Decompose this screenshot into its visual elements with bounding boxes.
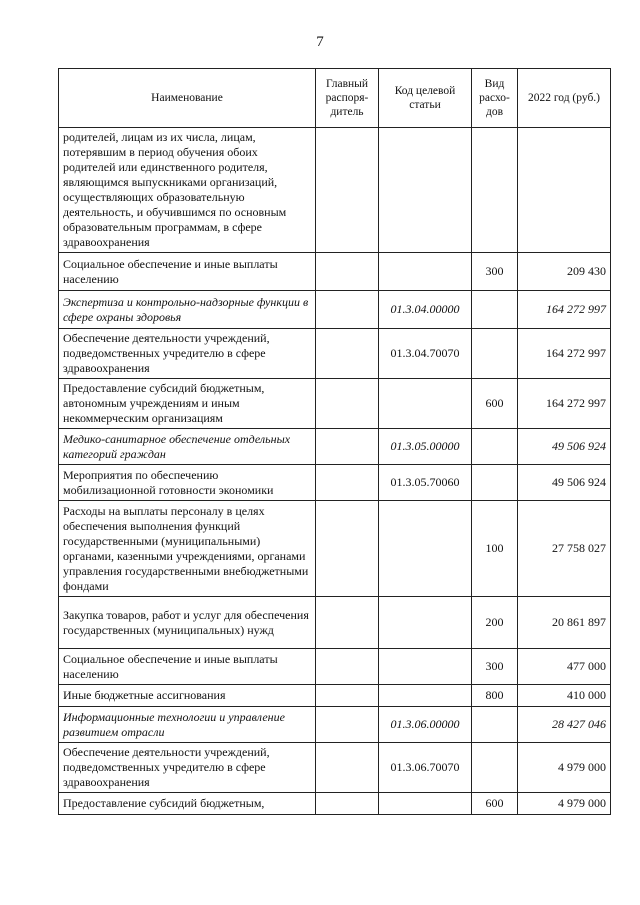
header-glavny: Главный распоря-дитель — [316, 69, 379, 128]
row-glavny-cell — [316, 685, 379, 707]
row-name-cell: Медико-санитарное обеспечение отдельных категорий граждан — [59, 429, 316, 465]
row-sum-cell: 49 506 924 — [518, 429, 611, 465]
row-sum-cell: 164 272 997 — [518, 329, 611, 379]
row-code-cell: 01.3.04.00000 — [379, 291, 472, 329]
row-name-cell: Иные бюджетные ассигнования — [59, 685, 316, 707]
row-name-cell: Мероприятия по обеспечению мобилизационной готовности экономики — [59, 465, 316, 501]
row-name-cell: Закупка товаров, работ и услуг для обеспечения государственных (муниципальных) нужд — [59, 597, 316, 649]
row-code-cell — [379, 501, 472, 597]
header-vid: Вид расхо-дов — [472, 69, 518, 128]
row-name-cell: Социальное обеспечение и иные выплаты населению — [59, 253, 316, 291]
row-glavny-cell — [316, 793, 379, 815]
table-row — [59, 743, 611, 793]
row-sum-cell: 477 000 — [518, 649, 611, 685]
row-vid-cell — [472, 329, 518, 379]
row-vid-cell — [472, 291, 518, 329]
row-name-cell: Обеспечение деятельности учреждений, подведомственных учредителю в сфере здравоохранения — [59, 329, 316, 379]
row-code-cell — [379, 128, 472, 253]
row-code-cell — [379, 253, 472, 291]
row-name-cell: Предоставление субсидий бюджетным, — [59, 793, 316, 815]
row-code-cell — [379, 597, 472, 649]
row-glavny-cell — [316, 707, 379, 743]
row-sum-cell: 209 430 — [518, 253, 611, 291]
row-name-cell: Обеспечение деятельности учреждений, подведомственных учредителю в сфере здравоохранения — [59, 743, 316, 793]
row-name-cell: Расходы на выплаты персоналу в целях обеспечения выполнения функций государственными (муниципальными) органами, казенными учреждениями, органами управления государственными внебюджетными фондами — [59, 501, 316, 597]
row-name-cell: Информационные технологии и управление развитием отрасли — [59, 707, 316, 743]
row-vid-cell — [472, 465, 518, 501]
row-vid-cell: 100 — [472, 501, 518, 597]
header-sum: 2022 год (руб.) — [518, 69, 611, 128]
row-code-cell: 01.3.05.70060 — [379, 465, 472, 501]
table-row — [59, 253, 611, 291]
row-glavny-cell — [316, 253, 379, 291]
table-row — [59, 329, 611, 379]
row-name-cell: Социальное обеспечение и иные выплаты населению — [59, 649, 316, 685]
row-glavny-cell — [316, 429, 379, 465]
table-row — [59, 707, 611, 743]
row-code-cell: 01.3.06.70070 — [379, 743, 472, 793]
row-glavny-cell — [316, 465, 379, 501]
row-sum-cell: 164 272 997 — [518, 291, 611, 329]
row-vid-cell — [472, 743, 518, 793]
row-vid-cell — [472, 707, 518, 743]
row-code-cell: 01.3.06.00000 — [379, 707, 472, 743]
row-vid-cell: 800 — [472, 685, 518, 707]
row-sum-cell: 28 427 046 — [518, 707, 611, 743]
budget-table — [58, 68, 611, 815]
row-glavny-cell — [316, 128, 379, 253]
row-sum-cell — [518, 128, 611, 253]
row-code-cell — [379, 685, 472, 707]
row-vid-cell — [472, 429, 518, 465]
row-glavny-cell — [316, 501, 379, 597]
header-name: Наименование — [59, 69, 316, 128]
table-row — [59, 379, 611, 429]
row-sum-cell: 20 861 897 — [518, 597, 611, 649]
row-code-cell — [379, 649, 472, 685]
row-name-cell: Экспертиза и контрольно-надзорные функции в сфере охраны здоровья — [59, 291, 316, 329]
table-header-row — [59, 69, 611, 128]
row-glavny-cell — [316, 329, 379, 379]
row-sum-cell: 27 758 027 — [518, 501, 611, 597]
table-row — [59, 597, 611, 649]
row-name-cell: родителей, лицам из их числа, лицам, потерявшим в период обучения обоих родителей или единственного родителя, являющимся выпускниками организаций, осуществляющих образовательную деятельность, и обучившимся по основным образовательным программам, в сфере здравоохранения — [59, 128, 316, 253]
row-glavny-cell — [316, 291, 379, 329]
table-row — [59, 649, 611, 685]
table-row — [59, 501, 611, 597]
table-row — [59, 465, 611, 501]
header-code: Код целевой статьи — [379, 69, 472, 128]
table-row — [59, 429, 611, 465]
row-sum-cell: 49 506 924 — [518, 465, 611, 501]
row-vid-cell: 600 — [472, 793, 518, 815]
row-vid-cell: 300 — [472, 649, 518, 685]
row-code-cell: 01.3.05.00000 — [379, 429, 472, 465]
row-sum-cell: 410 000 — [518, 685, 611, 707]
row-vid-cell: 300 — [472, 253, 518, 291]
row-code-cell — [379, 379, 472, 429]
table-row — [59, 128, 611, 253]
table-row — [59, 793, 611, 815]
row-vid-cell: 600 — [472, 379, 518, 429]
row-glavny-cell — [316, 743, 379, 793]
row-sum-cell: 4 979 000 — [518, 793, 611, 815]
table-row — [59, 685, 611, 707]
row-code-cell — [379, 793, 472, 815]
row-vid-cell — [472, 128, 518, 253]
row-glavny-cell — [316, 649, 379, 685]
table-row — [59, 291, 611, 329]
row-glavny-cell — [316, 597, 379, 649]
row-sum-cell: 4 979 000 — [518, 743, 611, 793]
row-code-cell: 01.3.04.70070 — [379, 329, 472, 379]
row-glavny-cell — [316, 379, 379, 429]
row-sum-cell: 164 272 997 — [518, 379, 611, 429]
page-number: 7 — [316, 34, 324, 50]
row-vid-cell: 200 — [472, 597, 518, 649]
row-name-cell: Предоставление субсидий бюджетным, автономным учреждениям и иным некоммерческим организациям — [59, 379, 316, 429]
